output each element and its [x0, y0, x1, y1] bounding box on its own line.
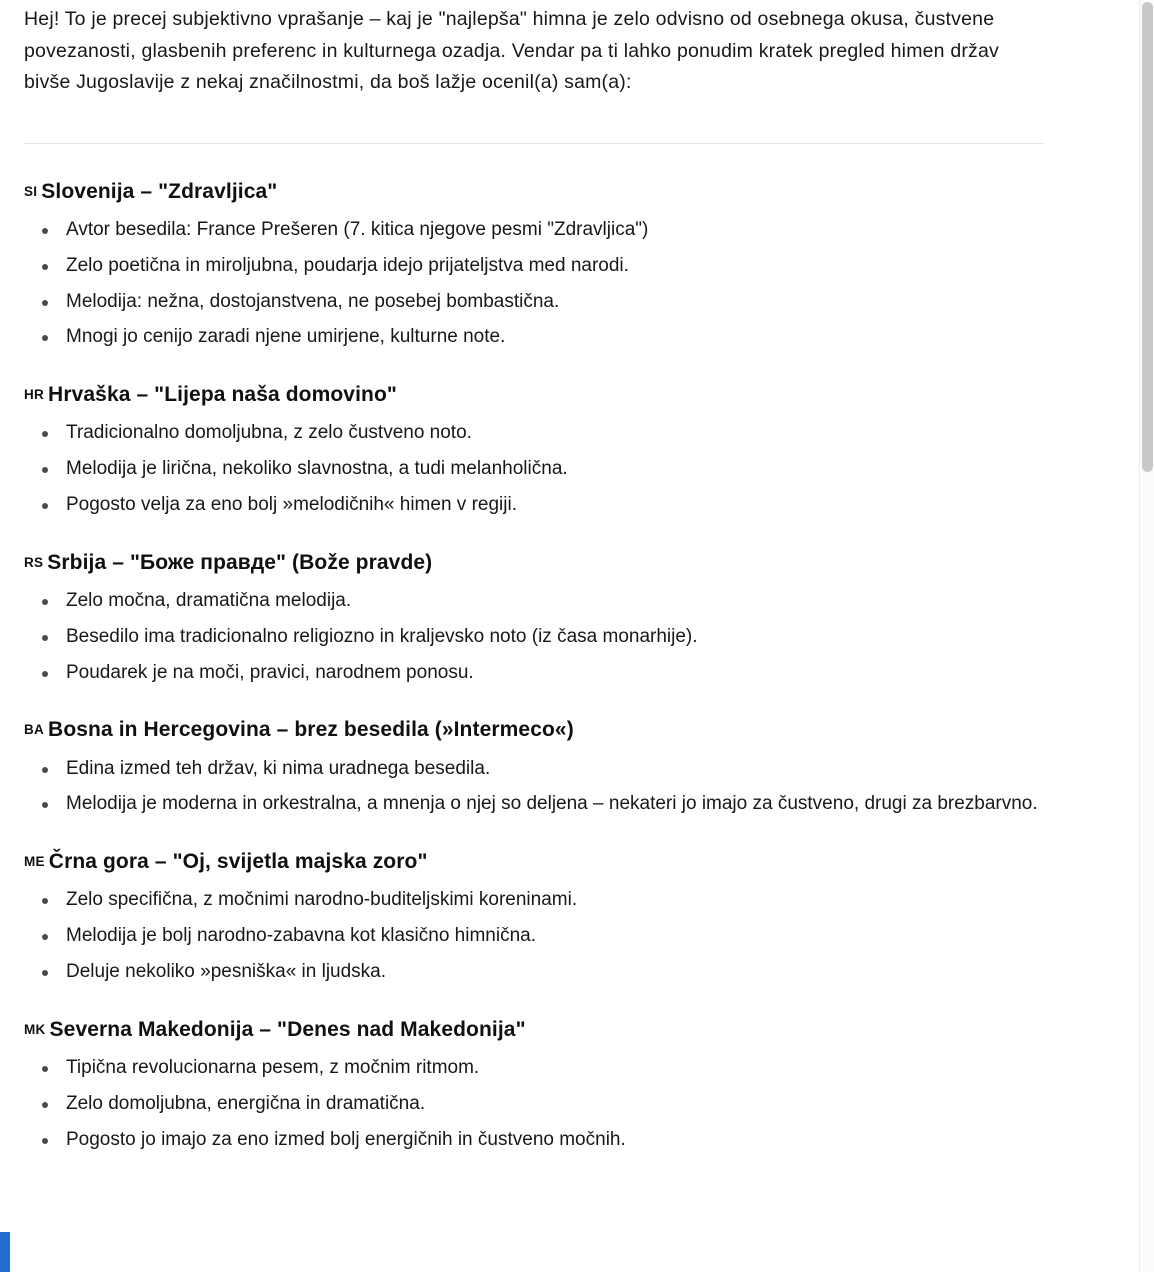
section-title-ba	[24, 716, 1044, 743]
bullet-list-hr	[24, 418, 1044, 520]
section-title-si	[24, 178, 1044, 205]
flag-icon-hr: HR	[24, 387, 45, 403]
list-item: Zelo specifična, z močnimi narodno-buditeljskimi koreninami.	[24, 885, 1044, 916]
list-item: Tipična revolucionarna pesem, z močnim ritmom.	[24, 1053, 1044, 1084]
section-title-rs	[24, 549, 1044, 576]
section-title-mk	[24, 1016, 1044, 1043]
corner-accent-bar	[0, 1232, 10, 1272]
scrollbar-thumb[interactable]	[1142, 2, 1153, 472]
country-section-mk	[24, 1016, 1044, 1156]
list-item: Melodija: nežna, dostojanstvena, ne posebej bombastična.	[24, 287, 1044, 318]
list-item: Besedilo ima tradicionalno religiozno in kraljevsko noto (iz časa monarhije).	[24, 622, 1044, 653]
bullet-list-rs	[24, 586, 1044, 688]
list-item: Pogosto velja za eno bolj »melodičnih« himen v regiji.	[24, 490, 1044, 521]
country-section-me	[24, 848, 1044, 988]
section-divider	[24, 143, 1044, 144]
bullet-list-ba	[24, 754, 1044, 821]
country-section-ba	[24, 716, 1044, 820]
list-item: Avtor besedila: France Prešeren (7. kitica njegove pesmi "Zdravljica")	[24, 215, 1044, 246]
section-title-text-hr: Hrvaška – "Lijepa naša domovino"	[48, 383, 397, 407]
list-item: Zelo poetična in miroljubna, poudarja idejo prijateljstva med narodi.	[24, 251, 1044, 282]
list-item: Edina izmed teh držav, ki nima uradnega besedila.	[24, 754, 1044, 785]
section-title-text-mk: Severna Makedonija – "Denes nad Makedonija"	[49, 1017, 526, 1041]
intro-paragraph: Hej! To je precej subjektivno vprašanje – kaj je "najlepša" himna je zelo odvisno od osebnega okusa, čustvene povezanosti, glasbenih preferenc in kulturnega ozadja. Vendar pa ti lahko ponudim kratek pregled himen držav bivše Jugoslavije z nekaj značilnostmi, da boš lažje ocenil(a) sam(a):	[24, 8, 999, 94]
bullet-list-me	[24, 885, 1044, 987]
list-item: Pogosto jo imajo za eno izmed bolj energičnih in čustveno močnih.	[24, 1125, 1044, 1156]
section-title-text-si: Slovenija – "Zdravljica"	[41, 179, 278, 203]
scrollbar-track[interactable]	[1139, 0, 1154, 1272]
list-item: Tradicionalno domoljubna, z zelo čustveno noto.	[24, 418, 1044, 449]
list-item: Zelo domoljubna, energična in dramatična.	[24, 1089, 1044, 1120]
section-title-text-rs: Srbija – "Боже правде" (Bože pravde)	[47, 550, 433, 574]
flag-icon-rs: RS	[24, 554, 44, 570]
country-section-hr	[24, 381, 1044, 521]
list-item: Melodija je lirična, nekoliko slavnostna, a tudi melanholična.	[24, 454, 1044, 485]
list-item: Deluje nekoliko »pesniška« in ljudska.	[24, 957, 1044, 988]
country-section-rs	[24, 549, 1044, 689]
section-title-text-ba: Bosna in Hercegovina – brez besedila (»Intermeco«)	[48, 718, 574, 742]
list-item: Melodija je bolj narodno-zabavna kot klasično himnična.	[24, 921, 1044, 952]
list-item: Melodija je moderna in orkestralna, a mnenja o njej so deljena – nekateri jo imajo za čustveno, drugi za brezbarvno.	[24, 789, 1044, 820]
list-item: Poudarek je na moči, pravici, narodnem ponosu.	[24, 658, 1044, 689]
list-item: Mnogi jo cenijo zaradi njene umirjene, kulturne note.	[24, 322, 1044, 353]
bullet-list-mk	[24, 1053, 1044, 1155]
flag-icon-si: SI	[24, 183, 38, 199]
bullet-list-si	[24, 215, 1044, 353]
section-title-hr	[24, 381, 1044, 408]
section-title-me	[24, 848, 1044, 875]
flag-icon-mk: MK	[24, 1021, 46, 1037]
section-title-text-me: Črna gora – "Oj, svijetla majska zoro"	[48, 850, 428, 874]
flag-icon-ba: BA	[24, 722, 45, 738]
list-item: Zelo močna, dramatična melodija.	[24, 586, 1044, 617]
country-section-si	[24, 178, 1044, 353]
flag-icon-me: ME	[24, 854, 45, 870]
